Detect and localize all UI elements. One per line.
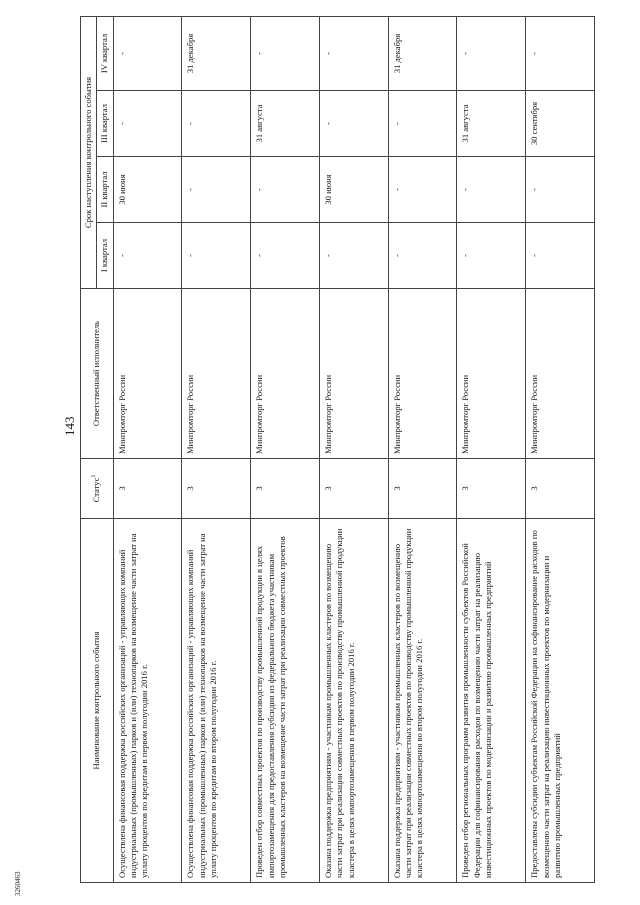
event-q4: - <box>526 16 595 90</box>
event-status: 3 <box>113 459 182 519</box>
event-q3: - <box>113 91 182 157</box>
event-q1: - <box>526 223 595 289</box>
event-q3: - <box>319 91 388 157</box>
table-row <box>457 16 526 882</box>
event-q1: - <box>319 223 388 289</box>
event-executor: Минпромторг России <box>182 289 251 459</box>
document-code: 3260463 <box>14 871 22 896</box>
header-q4: IV квартал <box>97 16 113 90</box>
table-row <box>388 16 457 882</box>
header-status-label: Статус <box>91 477 102 503</box>
header-q3: III квартал <box>97 91 113 157</box>
header-q2: II квартал <box>97 157 113 223</box>
event-q3: - <box>182 91 251 157</box>
event-q2: 30 июня <box>113 157 182 223</box>
event-q1: - <box>251 223 320 289</box>
table-row <box>526 16 595 882</box>
header-q1: I квартал <box>97 223 113 289</box>
table-row <box>113 16 182 882</box>
event-status: 3 <box>182 459 251 519</box>
event-q4: - <box>251 16 320 90</box>
event-q2: - <box>182 157 251 223</box>
event-q3: 31 августа <box>457 91 526 157</box>
event-q3: 30 сентября <box>526 91 595 157</box>
rotated-page <box>80 17 595 883</box>
event-q1: - <box>388 223 457 289</box>
header-status-footnote: 1 <box>91 474 98 478</box>
event-q2: - <box>388 157 457 223</box>
event-q3: 31 августа <box>251 91 320 157</box>
event-executor: Минпромторг России <box>113 289 182 459</box>
event-executor: Минпромторг России <box>251 289 320 459</box>
control-events-table <box>80 16 595 883</box>
event-q2: - <box>526 157 595 223</box>
table-row <box>251 16 320 882</box>
event-name: Предоставлены субсидии субъектам Российской Федерации на софинансирование расходов по возмещению части затрат на реализацию инвестиционных проектов по модернизации и развитию промышленных предприятий <box>526 519 595 883</box>
event-executor: Минпромторг России <box>457 289 526 459</box>
table-row <box>319 16 388 882</box>
event-q4: - <box>457 16 526 90</box>
event-status: 3 <box>457 459 526 519</box>
page-number: 143 <box>62 416 77 436</box>
event-q4: - <box>113 16 182 90</box>
event-name: Осуществлена финансовая поддержка российских организаций - управляющих компаний индустриальных (промышленных) парков и (или) технопарков на возмещение части затрат на уплату процентов по кредитам во втором полугодии 2016 г. <box>182 519 251 883</box>
event-executor: Минпромторг России <box>388 289 457 459</box>
event-q1: - <box>113 223 182 289</box>
event-status: 3 <box>388 459 457 519</box>
event-name: Оказана поддержка предприятиям - участникам промышленных кластеров по возмещению части затрат при реализации совместных проектов по производству промышленной продукции кластера в целях импортозамещения во втором полугодии 2016 г. <box>388 519 457 883</box>
event-status: 3 <box>251 459 320 519</box>
header-executor: Ответственный исполнитель <box>81 289 114 459</box>
header-status <box>81 459 114 519</box>
event-name: Осуществлена финансовая поддержка российских организаций - управляющих компаний индустриальных (промышленных) парков и (или) технопарков на возмещение части затрат на уплату процентов по кредитам в первом полугодии 2016 г. <box>113 519 182 883</box>
table-row <box>182 16 251 882</box>
event-q4: 31 декабря <box>388 16 457 90</box>
header-deadline: Срок наступления контрольного события <box>81 16 97 288</box>
event-status: 3 <box>526 459 595 519</box>
event-name: Проведен отбор совместных проектов по производству промышленной продукции в целях импортозамещения для предоставления субсидии из федерального бюджета участникам промышленных кластеров на возмещение части затрат при реализации совместных проектов <box>251 519 320 883</box>
event-status: 3 <box>319 459 388 519</box>
event-name: Оказана поддержка предприятиям - участникам промышленных кластеров по возмещению части затрат при реализации совместных проектов по производству промышленной продукции кластера в целях импортозамещения в первом полугодии 2016 г. <box>319 519 388 883</box>
header-name: Наименование контрольного события <box>81 519 114 883</box>
event-q2: - <box>251 157 320 223</box>
event-q4: - <box>319 16 388 90</box>
event-q3: - <box>388 91 457 157</box>
event-q2: 30 июня <box>319 157 388 223</box>
event-name: Проведен отбор региональных программ развития промышленности субъектов Российской Федерации для софинансирования расходов по возмещению части затрат на реализацию инвестиционных проектов по модернизации и развитию промышленных предприятий <box>457 519 526 883</box>
event-q1: - <box>182 223 251 289</box>
event-q1: - <box>457 223 526 289</box>
event-q4: 31 декабря <box>182 16 251 90</box>
event-executor: Минпромторг России <box>526 289 595 459</box>
event-q2: - <box>457 157 526 223</box>
event-executor: Минпромторг России <box>319 289 388 459</box>
